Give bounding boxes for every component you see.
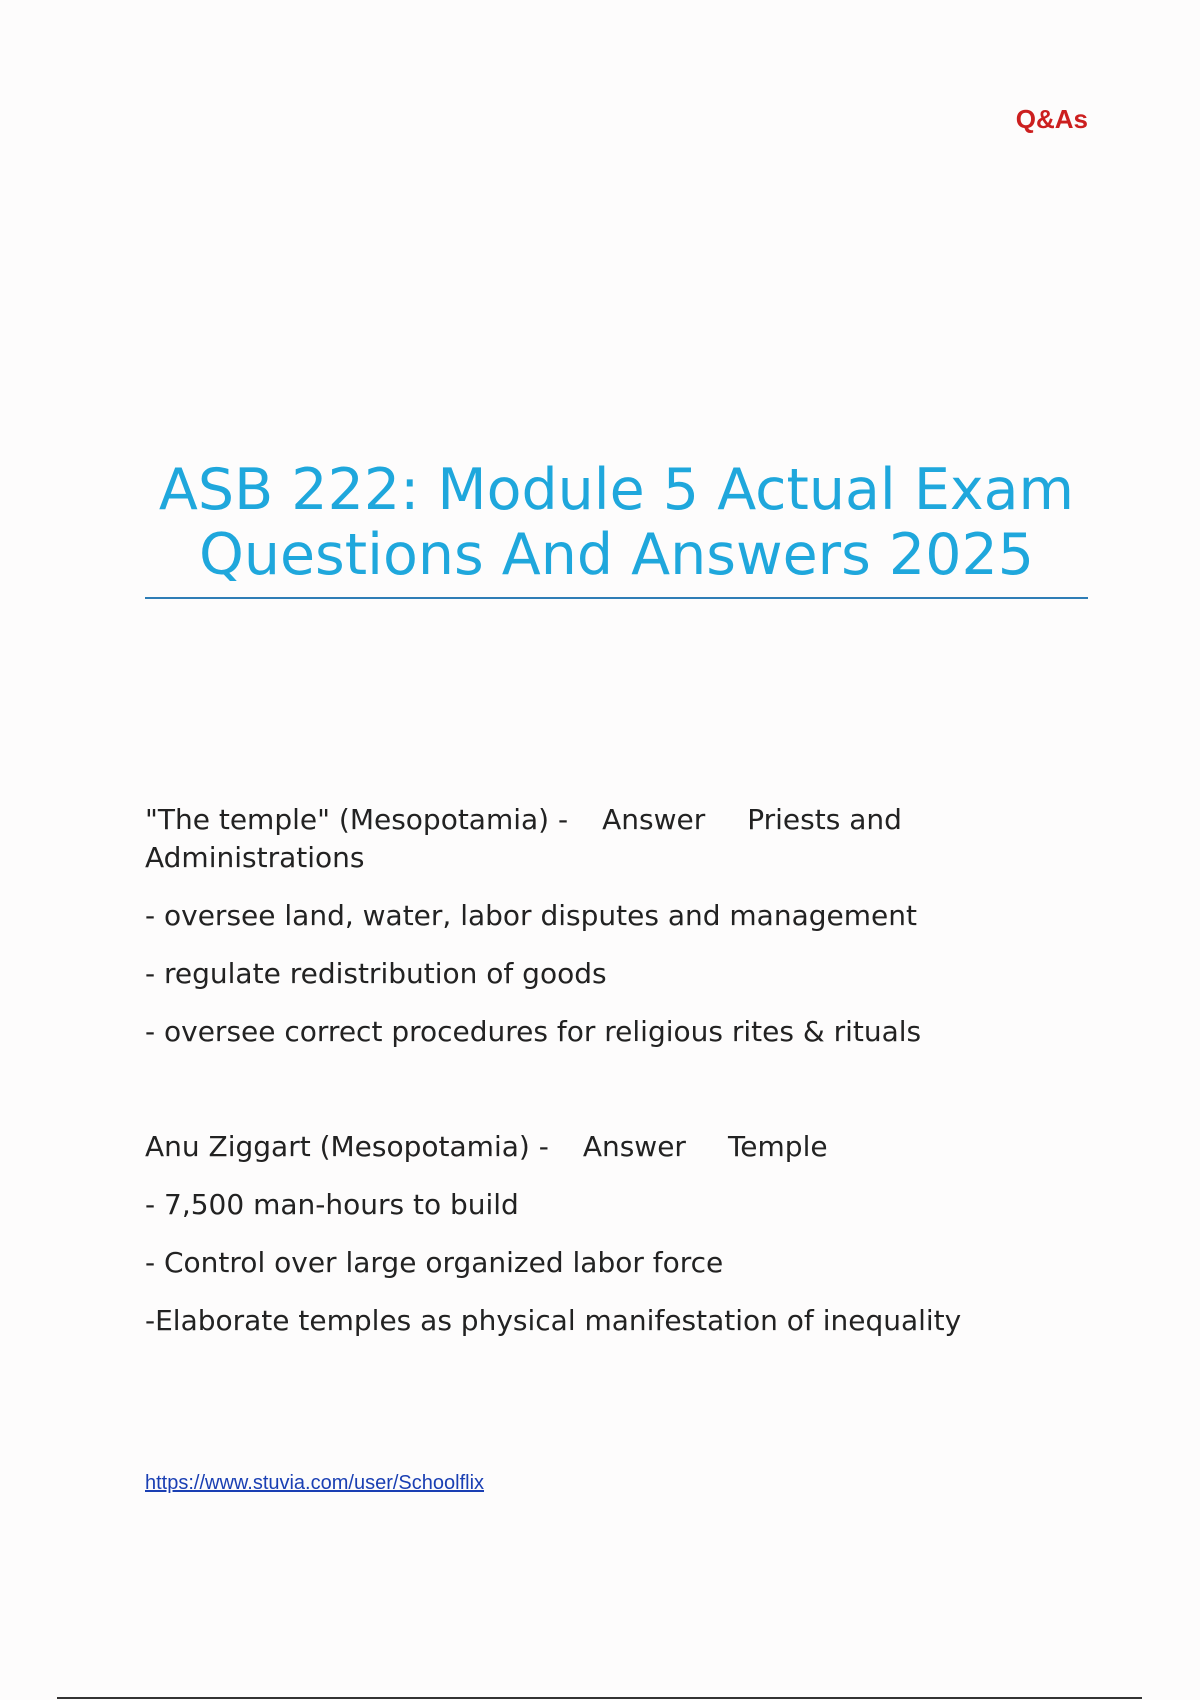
answer-point: - oversee land, water, labor disputes and management xyxy=(145,899,917,932)
question-line xyxy=(145,1128,1045,1166)
answer-text: Priests and xyxy=(747,803,902,836)
answer-point: -Elaborate temples as physical manifestation of inequality xyxy=(145,1304,962,1337)
qa-tag: Q&As xyxy=(1015,104,1088,134)
question-text: Anu Ziggart (Mesopotamia) - xyxy=(145,1130,549,1163)
qa-item xyxy=(145,1128,1045,1360)
question-line xyxy=(145,801,1045,877)
answer-text-continued: Administrations xyxy=(145,841,365,874)
question-text: "The temple" (Mesopotamia) - xyxy=(145,803,569,836)
footer-divider xyxy=(57,1697,1142,1699)
answer-point: - regulate redistribution of goods xyxy=(145,957,607,990)
answer-text: Temple xyxy=(727,1130,828,1163)
title-divider xyxy=(145,597,1088,599)
document-title xyxy=(145,458,1088,588)
source-link[interactable]: https://www.stuvia.com/user/Schoolflix xyxy=(145,1472,485,1494)
title-line-1: ASB 222: Module 5 Actual Exam xyxy=(158,457,1075,523)
title-line-2: Questions And Answers 2025 xyxy=(199,522,1034,588)
answer-point: - Control over large organized labor force xyxy=(145,1246,724,1279)
answer-label: Answer xyxy=(602,803,706,836)
answer-point: - 7,500 man-hours to build xyxy=(145,1188,519,1221)
answer-label: Answer xyxy=(582,1130,686,1163)
qa-item xyxy=(145,801,1045,1071)
answer-point: - oversee correct procedures for religious rites & rituals xyxy=(145,1015,922,1048)
